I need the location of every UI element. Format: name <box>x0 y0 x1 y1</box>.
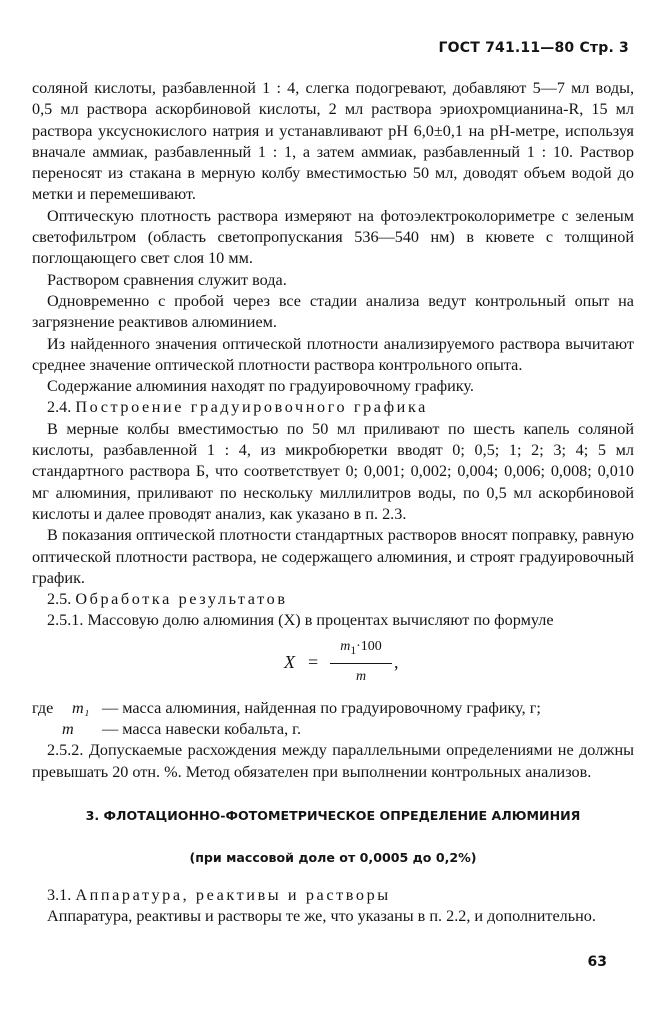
section-heading-2-4 <box>32 397 634 418</box>
paragraph: Раствором сравнения служит вода. <box>47 270 287 289</box>
section-3-title: 3. ФЛОТАЦИОННО-ФОТОМЕТРИЧЕСКОЕ ОПРЕДЕЛЕНИЕ АЛЮМИНИЯ <box>85 807 581 823</box>
document-body <box>32 78 634 928</box>
section-number: 3.1. <box>47 885 72 904</box>
paragraph: Одновременно с пробой через все стадии анализа ведут контрольный опыт на загрязнение реактивов алюминием. <box>32 291 634 332</box>
formula-legend-item <box>32 698 634 719</box>
paragraph: соляной кислоты, разбавленной 1 : 4, слегка подогревают, добавляют 5—7 мл воды, 0,5 мл раствора аскорбиновой кислоты, 2 мл раствора эриохромцианина-R, 15 мл раствора уксуснокислого натрия и устанавливают рН 6,0±0,1 на рН-метре, используя вначале аммиак, разбавленный 1 : 1, а затем аммиак, разбавленный 1 : 10. Раствор переносят из стакана в мерную колбу вместимостью 50 мл, доводят объем водой до метки и перемешивают. <box>32 79 634 204</box>
legend-symbol: m <box>62 720 74 739</box>
paragraph: В показания оптической плотности стандартных растворов вносят поправку, равную оптической плотности раствора, не содержащего алюминия, и строят градуировочный график. <box>32 526 634 587</box>
formula-legend-item <box>32 719 634 740</box>
page-number: 63 <box>587 954 607 970</box>
section-number: 2.5. <box>47 590 72 609</box>
formula-equals: = <box>308 651 319 672</box>
page-header <box>439 40 629 56</box>
formula-fraction <box>330 636 392 687</box>
header-page-label: Стр. 3 <box>579 40 629 56</box>
standard-number: ГОСТ 741.11—80 <box>438 40 575 56</box>
section-heading-2-5 <box>32 589 634 610</box>
paragraph: Из найденного значения оптической плотности анализируемого раствора вычитают среднее значение оптической плотности раствора контрольного опыта. <box>32 334 634 374</box>
formula-comma: , <box>394 651 399 672</box>
section-number: 2.4. <box>47 398 72 417</box>
formula-lhs: X <box>284 651 295 672</box>
paragraph: 2.5.2. Допускаемые расхождения между параллельными определениями не должны превышать 20 отн. %. Метод обязателен при выполнении контрольных анализов. <box>32 741 634 781</box>
section-3-subtitle: (при массовой доле от 0,0005 до 0,2%) <box>189 849 477 865</box>
legend-symbol: m₁ <box>72 698 90 717</box>
where-label: где <box>32 698 54 717</box>
formula-numerator: $m_1\cdot 100$ <box>330 636 392 664</box>
paragraph: Содержание алюминия находят по градуировочному графику. <box>47 377 474 396</box>
paragraph: Оптическую плотность раствора измеряют на фотоэлектроколориметре с зеленым светофильтром (область светопропускания 536—540 нм) в кювете с толщиной поглощающего свет слоя 10 мм. <box>32 206 634 268</box>
section-title: Аппаратура, реактивы и растворы <box>75 885 391 904</box>
section-title: Построение градуировочного графика <box>75 398 428 417</box>
section-heading-3-1 <box>32 885 634 906</box>
formula-denominator: m <box>355 668 367 684</box>
legend-text: — масса навески кобальта, г. <box>102 720 302 739</box>
paragraph: 2.5.1. Массовую долю алюминия (X) в процентах вычисляют по формуле <box>47 611 554 630</box>
formula <box>32 636 634 692</box>
paragraph: В мерные колбы вместимостью по 50 мл приливают по шесть капель соляной кислоты, разбавленной 1 : 4, из микробюретки вводят 0; 0,5; 1; 2; 3; 4; 5 мл стандартного раствора Б, что соответствует 0; 0,001; 0,002; 0,004; 0,006; 0,008; 0,010 мг алюминия, приливают по нескольку миллилитров воды, по 0,5 мл аскорбиновой кислоты и далее проводят анализ, как указано в п. 2.3. <box>32 419 634 523</box>
paragraph: Аппаратура, реактивы и растворы те же, что указаны в п. 2.2, и дополнительно. <box>47 907 596 926</box>
section-title: Обработка результатов <box>75 590 288 609</box>
legend-text: — масса алюминия, найденная по градуировочному графику, г; <box>102 698 541 717</box>
